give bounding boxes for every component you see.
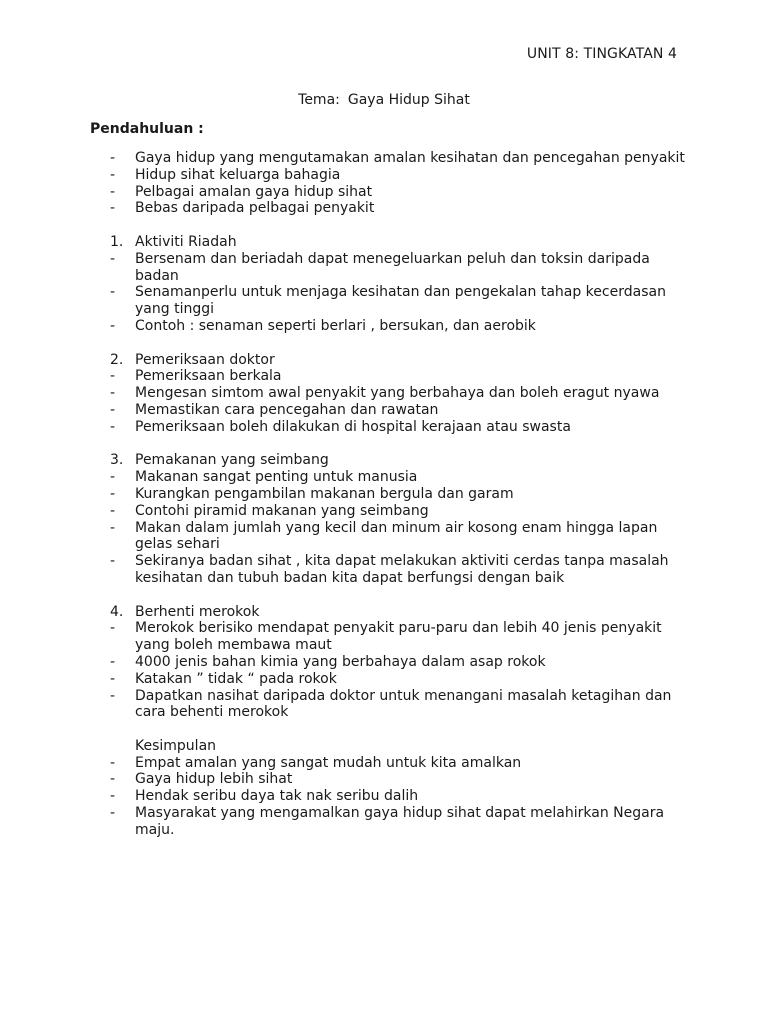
bullet-marker: - — [110, 166, 116, 183]
unit-header: UNIT 8: TINGKATAN 4 — [526, 46, 677, 62]
list-item: - Gaya hidup lebih sihat — [110, 771, 293, 788]
list-item: - Makanan sangat penting untuk manusia — [110, 469, 418, 486]
bullet-marker: - — [110, 200, 116, 217]
list-item: - Hidup sihat keluarga bahagia — [110, 166, 341, 183]
list-item: - Sekiranya badan sihat , kita dapat melakukan aktiviti cerdas tanpa masalah kesihatan dan tubuh badan kita dapat berfungsi dengan baik — [110, 553, 669, 586]
section-number: 1. — [110, 233, 124, 250]
list-item: - 4000 jenis bahan kimia yang berbahaya dalam asap rokok — [110, 653, 546, 670]
section-number: 4. — [110, 603, 124, 620]
bullet-marker: - — [110, 183, 116, 200]
list-item: - Bebas daripada pelbagai penyakit — [110, 200, 375, 217]
list-item: - Pemeriksaan boleh dilakukan di hospital kerajaan atau swasta — [110, 418, 571, 435]
section-heading: 4. Berhenti merokok — [110, 603, 260, 620]
bullet-marker: - — [110, 150, 116, 166]
title-label: Tema: — [298, 92, 340, 108]
list-item: - Mengesan simtom awal penyakit yang berbahaya dan boleh eragut nyawa — [110, 385, 660, 402]
list-item: - Bersenam dan beriadah dapat menegeluarkan peluh dan toksin daripada badan — [110, 250, 650, 284]
list-item: - Memastikan cara pencegahan dan rawatan — [110, 401, 439, 418]
page-title — [0, 92, 768, 108]
section-heading: 1. Aktiviti Riadah — [110, 233, 237, 250]
list-item: - Masyarakat yang mengamalkan gaya hidup sihat dapat melahirkan Negara maju. — [110, 805, 665, 838]
intro-label: Pendahuluan : — [90, 121, 204, 137]
list-item: - Pelbagai amalan gaya hidup sihat — [110, 183, 373, 200]
list-item: - Senamanperlu untuk menjaga kesihatan dan pengekalan tahap kecerdasan yang tinggi — [110, 284, 666, 318]
section-number: 3. — [110, 452, 124, 469]
list-item: - Pemeriksaan berkala — [110, 368, 282, 385]
conclusion-heading: Kesimpulan — [135, 737, 217, 754]
section-number: 2. — [110, 351, 124, 368]
list-item: - Contoh : senaman seperti berlari , bersukan, dan aerobik — [110, 317, 536, 334]
list-item: - Hendak seribu daya tak nak seribu dalih — [110, 788, 419, 805]
list-item: - Gaya hidup yang mengutamakan amalan kesihatan dan pencegahan penyakit — [110, 150, 685, 166]
list-item: - Kurangkan pengambilan makanan bergula dan garam — [110, 485, 514, 502]
list-item: - Merokok berisiko mendapat penyakit paru-paru dan lebih 40 jenis penyakit yang boleh membawa maut — [110, 620, 662, 654]
list-item: - Katakan ” tidak “ pada rokok — [110, 670, 337, 687]
list-item: - Empat amalan yang sangat mudah untuk kita amalkan — [110, 754, 522, 771]
section-heading: 2. Pemeriksaan doktor — [110, 351, 275, 368]
section-heading: 3. Pemakanan yang seimbang — [110, 452, 329, 469]
list-item: - Contohi piramid makanan yang seimbang — [110, 502, 429, 519]
document-body — [110, 150, 690, 839]
list-item: - Makan dalam jumlah yang kecil dan minum air kosong enam hingga lapan gelas sehari — [110, 519, 658, 553]
list-item: - Dapatkan nasihat daripada doktor untuk menangani masalah ketagihan dan cara behenti merokok — [110, 687, 672, 721]
title-text: Gaya Hidup Sihat — [347, 92, 470, 108]
